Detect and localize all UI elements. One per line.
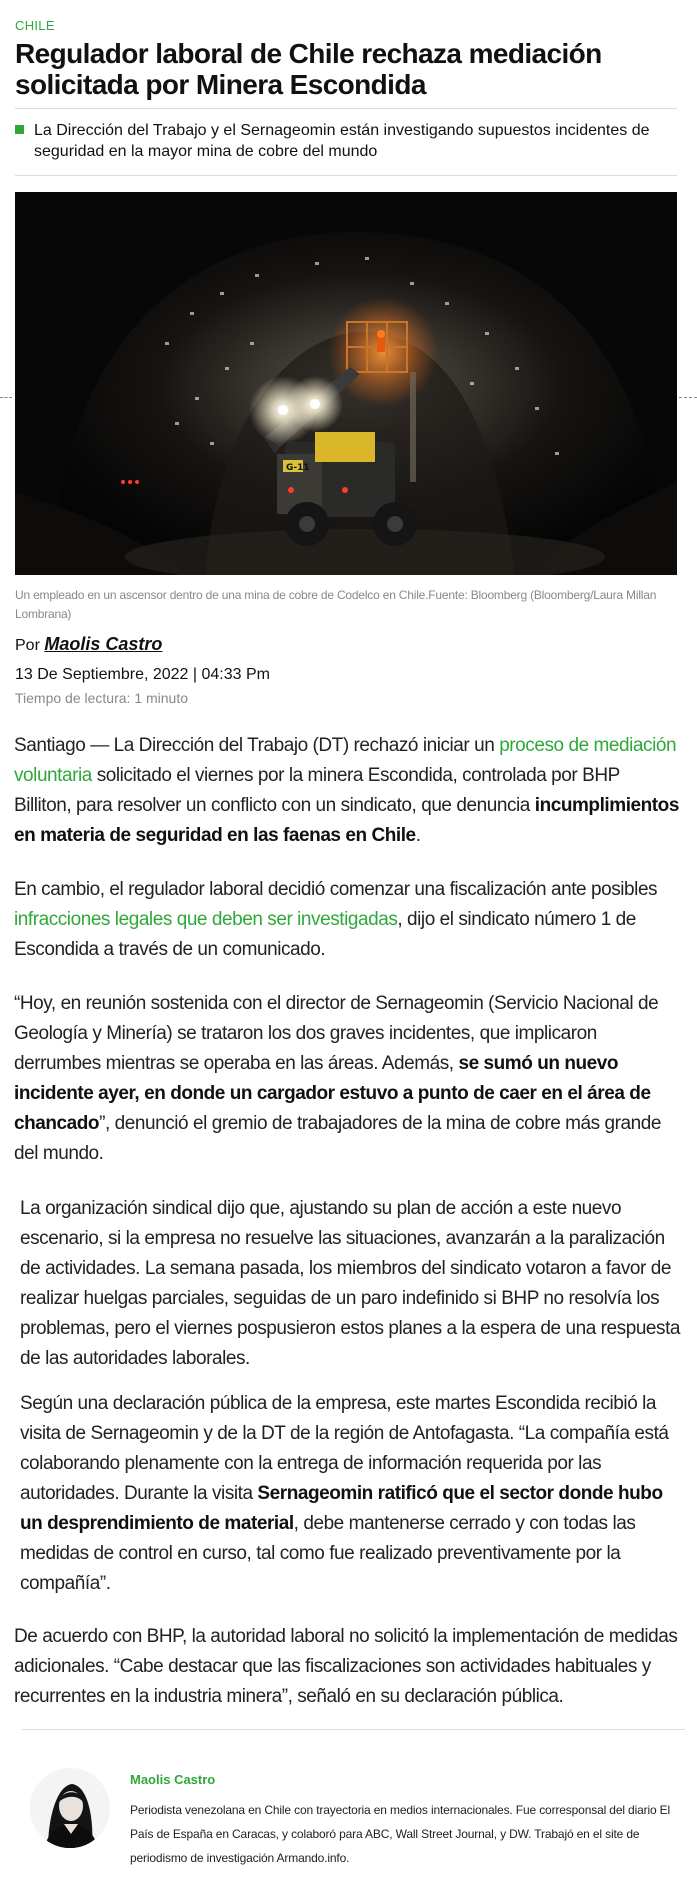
text-run: solicitado el viernes por la minera Escondida, controlada por BHP Billiton, para resolver un conflicto con un sindicato, que denuncia — [14, 765, 620, 816]
text-run: ”, denunció el gremio de trabajadores de la mina de cobre más grande del mundo. — [14, 1113, 662, 1164]
loader-tag-text: G-11 — [286, 463, 310, 473]
divider — [15, 108, 677, 109]
body-paragraph: De acuerdo con BHP, la autoridad laboral no solicitó la implementación de medidas adicionales. “Cabe destacar que las fiscalizaciones son actividades habituales y recurrentes en la industria minera”, señaló en su declaración pública. — [14, 1626, 678, 1707]
divider — [15, 175, 677, 176]
read-time: Tiempo de lectura: 1 minuto — [15, 690, 189, 706]
text-run: Según una declaración pública de la empresa, este martes Escondida recibió la visita de Sernageomin y de la DT de la región de Antofagasta. “La compañía está colaborando plenamente con la entrega de información requerida por las autoridades. Durante la visita — [20, 1393, 669, 1504]
dek-text: La Dirección del Trabajo y el Sernageomin están investigando supuestos incidentes de seguridad en la mayor mina de cobre del mundo — [34, 122, 650, 160]
author-bio: Periodista venezolana en Chile con trayectoria en medios internacionales. Fue corresponsal del diario El País de España en Caracas, y colaboró para ABC, Wall Street Journal, y DW. Trabajó en el site de periodismo de investigación Armando.info. — [130, 1803, 671, 1865]
author-link[interactable]: Maolis Castro — [44, 634, 163, 654]
text-run: . — [415, 825, 421, 846]
author-avatar — [30, 1768, 110, 1848]
bold-text: incumplimientos en materia de seguridad en las faenas en Chile — [14, 795, 679, 846]
publish-date: 13 De Septiembre, 2022 | 04:33 Pm — [15, 666, 270, 683]
article-photo — [15, 192, 677, 575]
text-run: , debe mantenerse cerrado y con todas las medidas de control en curso, tal como fue realizado preventivamente por la compañía”. — [20, 1513, 636, 1594]
side-divider — [679, 397, 697, 398]
body-paragraph — [14, 989, 679, 1169]
inline-link[interactable]: infracciones legales que deben ser investigadas — [14, 909, 398, 930]
body-paragraph — [20, 1389, 685, 1599]
author-portrait-icon — [30, 1768, 110, 1848]
text-run: , dijo el sindicato número 1 de Escondida a través de un comunicado. — [14, 909, 636, 960]
text-run: Santiago — La Dirección del Trabajo (DT) rechazó iniciar un — [14, 735, 500, 756]
body-paragraph: La organización sindical dijo que, ajustando su plan de acción a este nuevo escenario, si la empresa no resuelve las situaciones, avanzarán a la paralización de actividades. La semana pasada, los miembros del sindicato votaron a favor de realizar huelgas parciales, seguidas de un paro indefinido si BHP no resolvía los problemas, pero el viernes pospusieron estos planes a la espera de una respuesta de las autoridades laborales. — [20, 1198, 681, 1369]
section-label[interactable]: CHILE — [15, 18, 55, 33]
article-headline: Regulador laboral de Chile rechaza mediación solicitada por Minera Escondida — [15, 38, 602, 100]
bullet-square-icon — [15, 125, 24, 134]
body-paragraph — [14, 875, 679, 965]
body-paragraph — [14, 731, 679, 851]
mine-tunnel-illustration — [15, 192, 677, 575]
text-run: En cambio, el regulador laboral decidió comenzar una fiscalización ante posibles — [14, 879, 658, 900]
byline-prefix: Por — [15, 637, 40, 654]
author-box-name[interactable]: Maolis Castro — [130, 1772, 216, 1787]
bold-text: se sumó un nuevo incidente ayer, en donde un cargador estuvo a punto de caer en el área de chancado — [14, 1053, 651, 1134]
byline — [15, 634, 162, 655]
side-divider — [0, 397, 12, 398]
bold-text: Sernageomin ratificó que el sector donde hubo un desprendimiento de material — [20, 1483, 663, 1534]
text-run: “Hoy, en reunión sostenida con el director de Sernageomin (Servicio Nacional de Geología y Minería) se trataron los dos graves incidentes, que implicaron derrumbes mientras se operaba en las áreas. Además, — [14, 993, 659, 1074]
divider — [22, 1729, 685, 1730]
author-box — [22, 1748, 682, 1878]
inline-link[interactable]: proceso de mediación voluntaria — [14, 735, 677, 786]
article-dek — [15, 120, 675, 162]
photo-caption: Un empleado en un ascensor dentro de una mina de cobre de Codelco en Chile.Fuente: Bloomberg (Bloomberg/Laura Millan Lombrana) — [15, 588, 657, 621]
